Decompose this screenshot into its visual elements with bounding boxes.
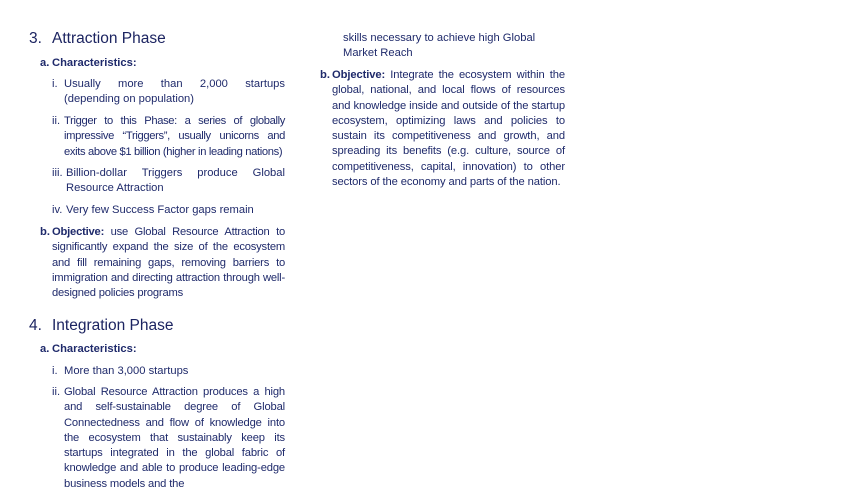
list-numeral: i.: [52, 365, 58, 377]
list-item: [52, 166, 285, 197]
characteristics-label: a.: [40, 343, 50, 355]
objective-label: b.: [320, 69, 330, 81]
list-numeral: iii.: [52, 167, 63, 179]
list-item: [52, 385, 285, 492]
list-numeral: iv.: [52, 204, 63, 216]
objective-body: [52, 225, 285, 301]
section-4-objective: [320, 68, 565, 190]
section-4-characteristics: [40, 342, 285, 357]
section-3-characteristics: [40, 56, 285, 71]
list-text: Billion-dollar Triggers produce Global Resource Attraction: [66, 167, 285, 195]
section-3-objective: [40, 225, 285, 301]
objective-text: Integrate the ecosystem within the global, national, and local flows of resources and knowledge inside and outside of the startup ecosystem, optimizing laws and policies to sustain its competitiveness and growth, and spreading its benefits (e.g. culture, source of competitiveness, capital, innovation) to other sectors of the economy and parts of the nation.: [332, 69, 565, 189]
objective-key: Objective:: [332, 69, 386, 81]
characteristics-title: Characteristics:: [52, 57, 137, 69]
section-4-number: 4.: [29, 317, 42, 334]
characteristics-label: a.: [40, 57, 50, 69]
section-3-heading: [29, 30, 166, 48]
list-text: Global Resource Attraction produces a high and self-sustainable degree of Global Connectedness and flow of knowledge into the ecosystem that sustainably keep its startups integrated in the global fabric of knowledge and able to produce leading-edge business models and the: [64, 386, 285, 490]
list-text: Usually more than 2,000 startups (depending on population): [64, 78, 285, 106]
list-text: Very few Success Factor gaps remain: [66, 204, 254, 216]
section-3-title: Attraction Phase: [52, 30, 166, 47]
section-4-title: Integration Phase: [52, 317, 174, 334]
list-item: [52, 203, 285, 218]
characteristics-title: Characteristics:: [52, 343, 137, 355]
list-text: More than 3,000 startups: [64, 365, 189, 377]
list-numeral: ii.: [52, 115, 61, 127]
continuation-text-block: [343, 31, 565, 62]
section-3-number: 3.: [29, 30, 42, 47]
list-numeral: i.: [52, 78, 58, 90]
continuation-text: skills necessary to achieve high Global Market Reach: [343, 32, 536, 60]
list-numeral: ii.: [52, 386, 61, 398]
section-4-heading: [29, 317, 174, 335]
objective-text: use Global Resource Attraction to significantly expand the size of the ecosystem and fill remaining gaps, removing barriers to immigration and directing attraction through well-designed policies programs: [52, 226, 285, 300]
objective-key: Objective:: [52, 226, 105, 238]
list-item: [52, 364, 285, 379]
list-text: Trigger to this Phase: a series of globally impressive “Triggers”, usually unicorns and exits above $1 billion (higher in leading nations): [64, 115, 285, 158]
list-item: [52, 114, 285, 160]
list-item: [52, 77, 285, 108]
objective-body: [332, 68, 565, 190]
objective-label: b.: [40, 226, 50, 238]
